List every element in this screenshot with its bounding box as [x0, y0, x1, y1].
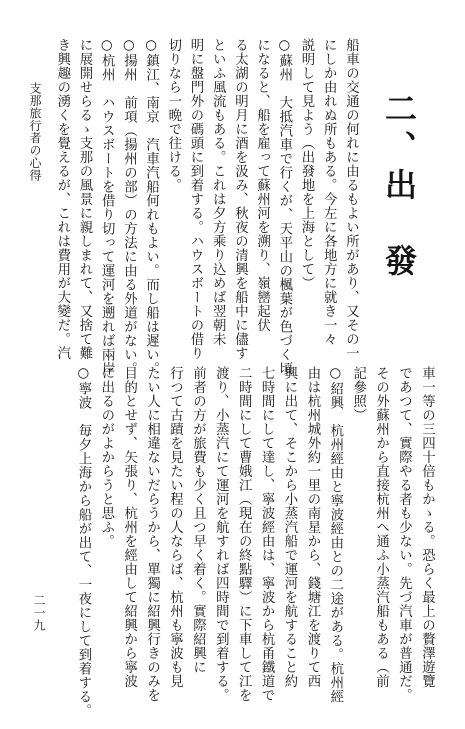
text-column: 由は杭州城外約一里の南星から、錢塘江を渡りて西 — [304, 366, 320, 688]
text-column: 船車の交通の何れに由るもよい所があり、又その一 — [343, 38, 359, 360]
running-header: 支那旅行者の心得 — [28, 82, 42, 182]
text-column: ○揚州 前項（揚州の部）の方法に由る外道がない。 — [121, 38, 137, 376]
text-column: ○鎮江、南京 汽車汽船何れもよい。而し船は遲い。 — [143, 38, 159, 376]
text-column: ○杭州 ハウスボートを借り切って運河を遡れば兩岸 — [99, 38, 115, 376]
text-column: ○紹興 杭州經由と寧波經由との二途がある。杭州經 — [327, 366, 343, 704]
text-column: 興に出て、そこから小蒸汽船で運河を航すること約 — [282, 366, 297, 688]
text-column: その外蘇州から直接杭州へ通ふ小蒸汽船もある（前 — [373, 366, 389, 688]
text-column: 説明して見よう（出發地を上海として） — [299, 38, 314, 290]
text-column: になると、船を雇って蘇州河を溯り、嶺巒起伏 — [254, 38, 270, 332]
text-column: 前者の方が旅費も少く且つ早く着く。實際紹興に — [190, 366, 206, 674]
text-column: 渡り、小蒸汽にて運河を航すれば四時間で到着する。 — [213, 366, 229, 702]
text-column: であつて、實際やる者も少ない。先づ汽車が普通だ。 — [396, 366, 412, 702]
text-column: 記參照） — [350, 366, 366, 422]
text-column: ○寧波 毎夕上海から船が出て、一夜にして到着する。 — [75, 366, 91, 718]
text-column: に出るのがよからうと思ふ。 — [98, 366, 114, 548]
text-column: 明に盤門外の碼頭に到着する。ハウスボートの借り — [188, 38, 203, 360]
page-number: 二一九 — [32, 594, 46, 632]
text-column: たい人に相違ないだらうから、單獨に紹興行きのみを — [144, 366, 160, 702]
text-column: 七時間にして達し、寧波經由は、寧波から杭甬鐵道で — [259, 366, 275, 702]
text-column: き興趣の湧くを覺えるが、これは費用が大變だ。汽 — [54, 38, 70, 360]
text-column: に展開せらるゝ支那の風景に親しまれて、又捨て難 — [77, 38, 92, 360]
text-column: 目的とせず、矢張り、杭州を經由して紹興から寧波 — [121, 366, 137, 688]
text-column: にしか由れぬ所もある。今左に各地方に就き一々 — [321, 38, 337, 346]
text-column: 車一等の三四十倍もかゝる。恐らく最上の贅澤遊覽 — [419, 366, 435, 688]
text-column: る太湖の明月に酒を汲み、秋夜の清興を船中に儘す — [232, 38, 248, 360]
section-title: 二、出 發 — [380, 92, 418, 282]
text-column: 切りなら一晩で往ける。 — [165, 38, 181, 192]
text-column: 行つて古蹟を見たい程の人ならば、杭州も寧波も見 — [167, 366, 183, 688]
text-column: 二時間にして曹娥江（現在の終點驛）に下車して江を — [236, 366, 252, 702]
text-column: ○蘇州 大抵汽車で行くが、天平山の楓葉が色づく頃 — [276, 38, 292, 376]
text-column: といふ風流もある。これは夕方乘り込めば翌朝未 — [210, 38, 226, 346]
